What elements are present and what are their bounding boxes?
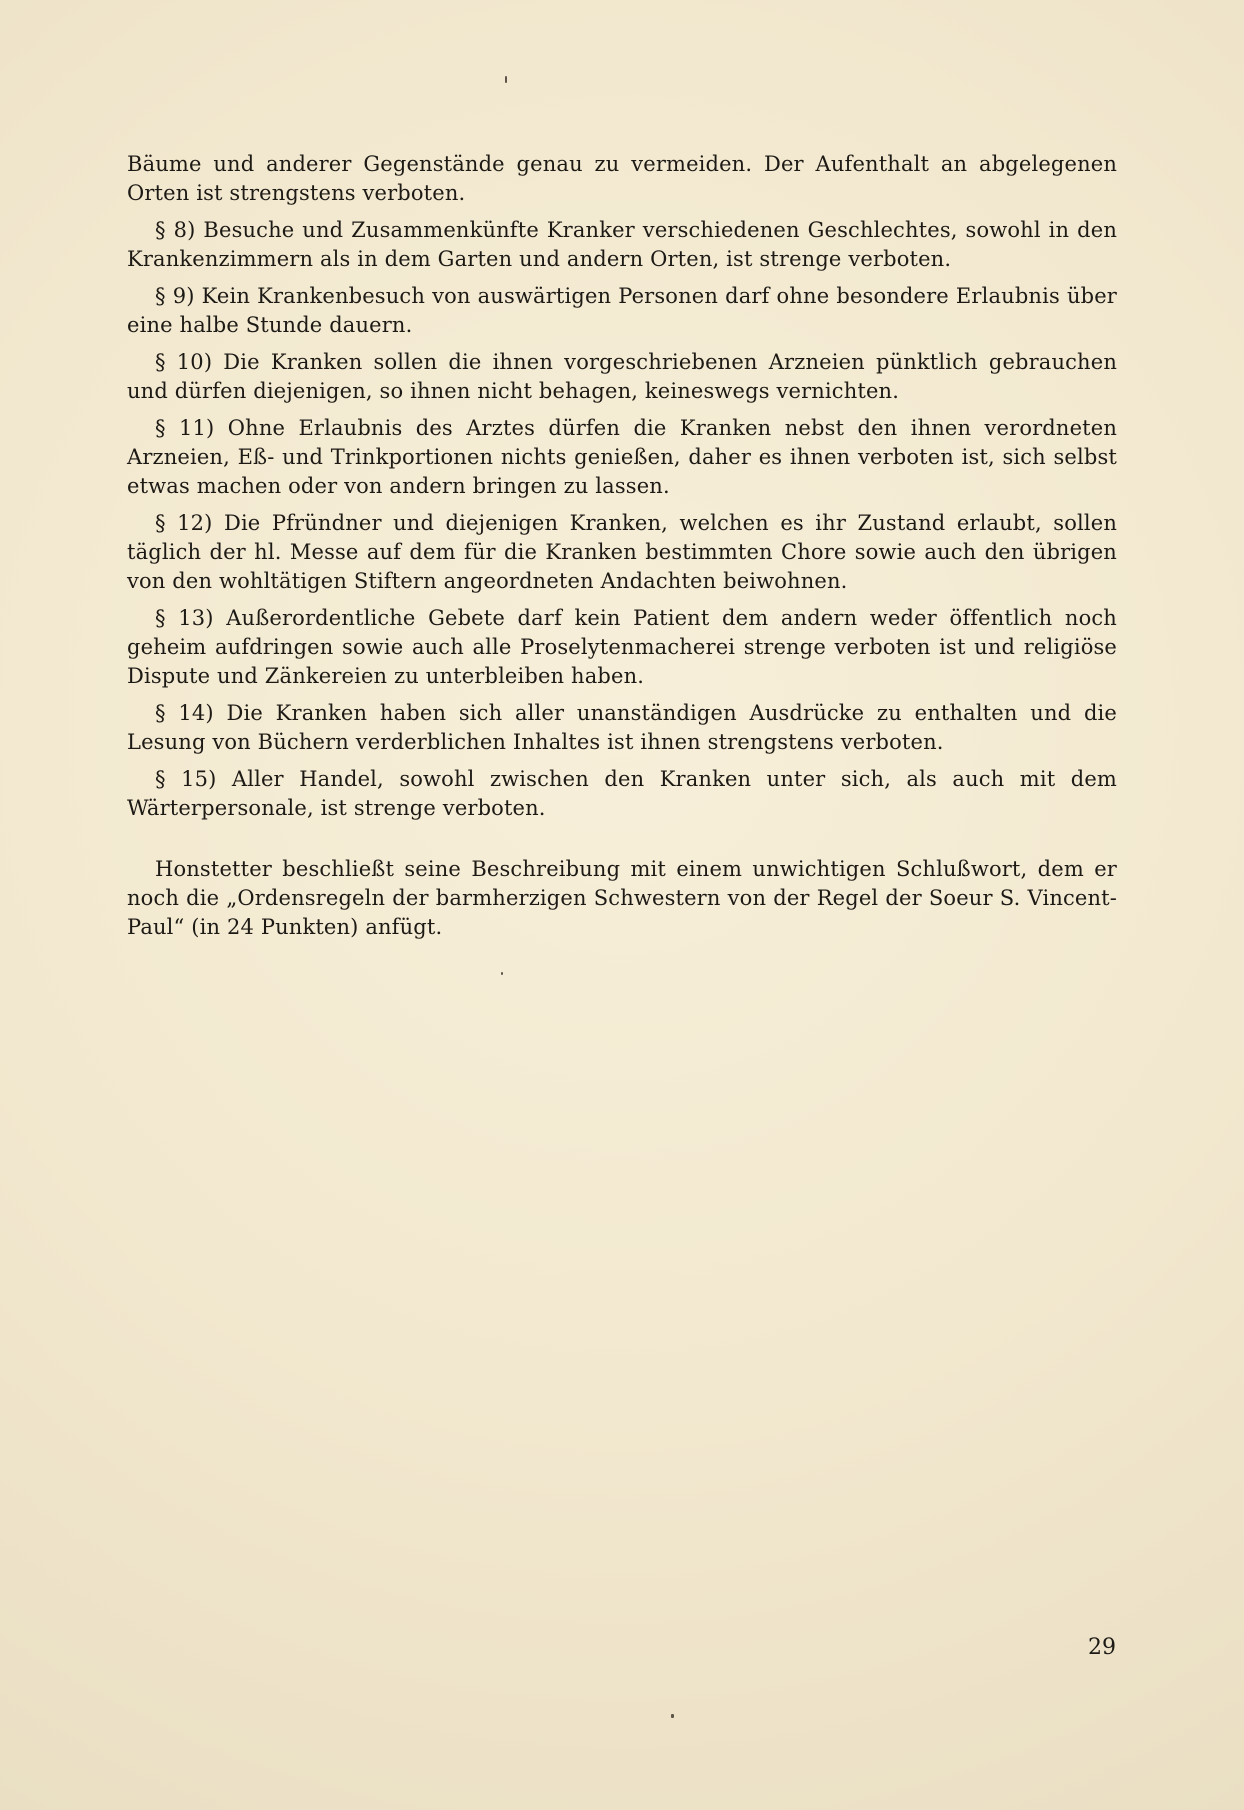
paragraph-text: § 10) Die Kranken sollen die ihnen vorgeschriebenen Arzneien pünktlich gebrauchen und dürfen diejenigen, so ihnen nicht behagen, keineswegs vernichten.: [127, 350, 1117, 403]
paragraph-section-15: [127, 765, 1117, 823]
paragraph-text: § 14) Die Kranken haben sich aller unanständigen Ausdrücke zu enthalten und die Lesung von Büchern verderblichen Inhaltes ist ihnen strengstens verboten.: [127, 701, 1117, 754]
paragraph-text: § 8) Besuche und Zusammenkünfte Kranker verschiedenen Geschlechtes, sowohl in den Krankenzimmern als in dem Garten und andern Orten, ist strenge verboten.: [127, 218, 1117, 271]
page-number: 29: [1088, 1635, 1116, 1660]
paragraph-section-8: [127, 216, 1117, 274]
paragraph-text: § 13) Außerordentliche Gebete darf kein Patient dem andern weder öffentlich noch geheim aufdringen sowie auch alle Proselytenmacherei strenge verboten ist und religiöse Dispute und Zänkereien zu unterbleiben haben.: [127, 606, 1117, 688]
closing-paragraph-text: Honstetter beschließt seine Beschreibung mit einem unwichtigen Schlußwort, dem er noch die „Ordensregeln der barmherzigen Schwestern von der Regel der Soeur S. Vincent-Paul“ (in 24 Punkten) anfügt.: [127, 857, 1117, 939]
paragraph-section-14: [127, 699, 1117, 757]
print-speck: [505, 76, 507, 83]
closing-paragraph: [127, 855, 1117, 942]
paragraph-section-12: [127, 509, 1117, 596]
paragraph-text: § 9) Kein Krankenbesuch von auswärtigen Personen darf ohne besondere Erlaubnis über eine halbe Stunde dauern.: [127, 284, 1117, 337]
paragraph-section-10: [127, 348, 1117, 406]
print-speck: [501, 972, 503, 975]
print-speck: [671, 1714, 674, 1718]
paragraph-continuation: Bäume und anderer Gegenstände genau zu vermeiden. Der Aufenthalt an abgelegenen Orten ist strengstens verboten.: [127, 152, 1117, 205]
paragraph-section-9: [127, 282, 1117, 340]
paragraph-text: § 12) Die Pfründner und diejenigen Kranken, welchen es ihr Zustand erlaubt, sollen täglich der hl. Messe auf dem für die Kranken bestimmten Chore sowie auch den übrigen von den wohltätigen Stiftern angeordneten Andachten beiwohnen.: [127, 511, 1117, 593]
paragraph-text: § 11) Ohne Erlaubnis des Arztes dürfen die Kranken nebst den ihnen verordneten Arzneien, Eß- und Trinkportionen nichts genießen, daher es ihnen verboten ist, sich selbst etwas machen oder von andern bringen zu lassen.: [127, 416, 1117, 498]
paragraph-text: § 15) Aller Handel, sowohl zwischen den Kranken unter sich, als auch mit dem Wärterpersonale, ist strenge verboten.: [127, 767, 1117, 820]
main-text: [127, 150, 1117, 950]
paragraph-section-13: [127, 604, 1117, 691]
paragraph-section-11: [127, 414, 1117, 501]
